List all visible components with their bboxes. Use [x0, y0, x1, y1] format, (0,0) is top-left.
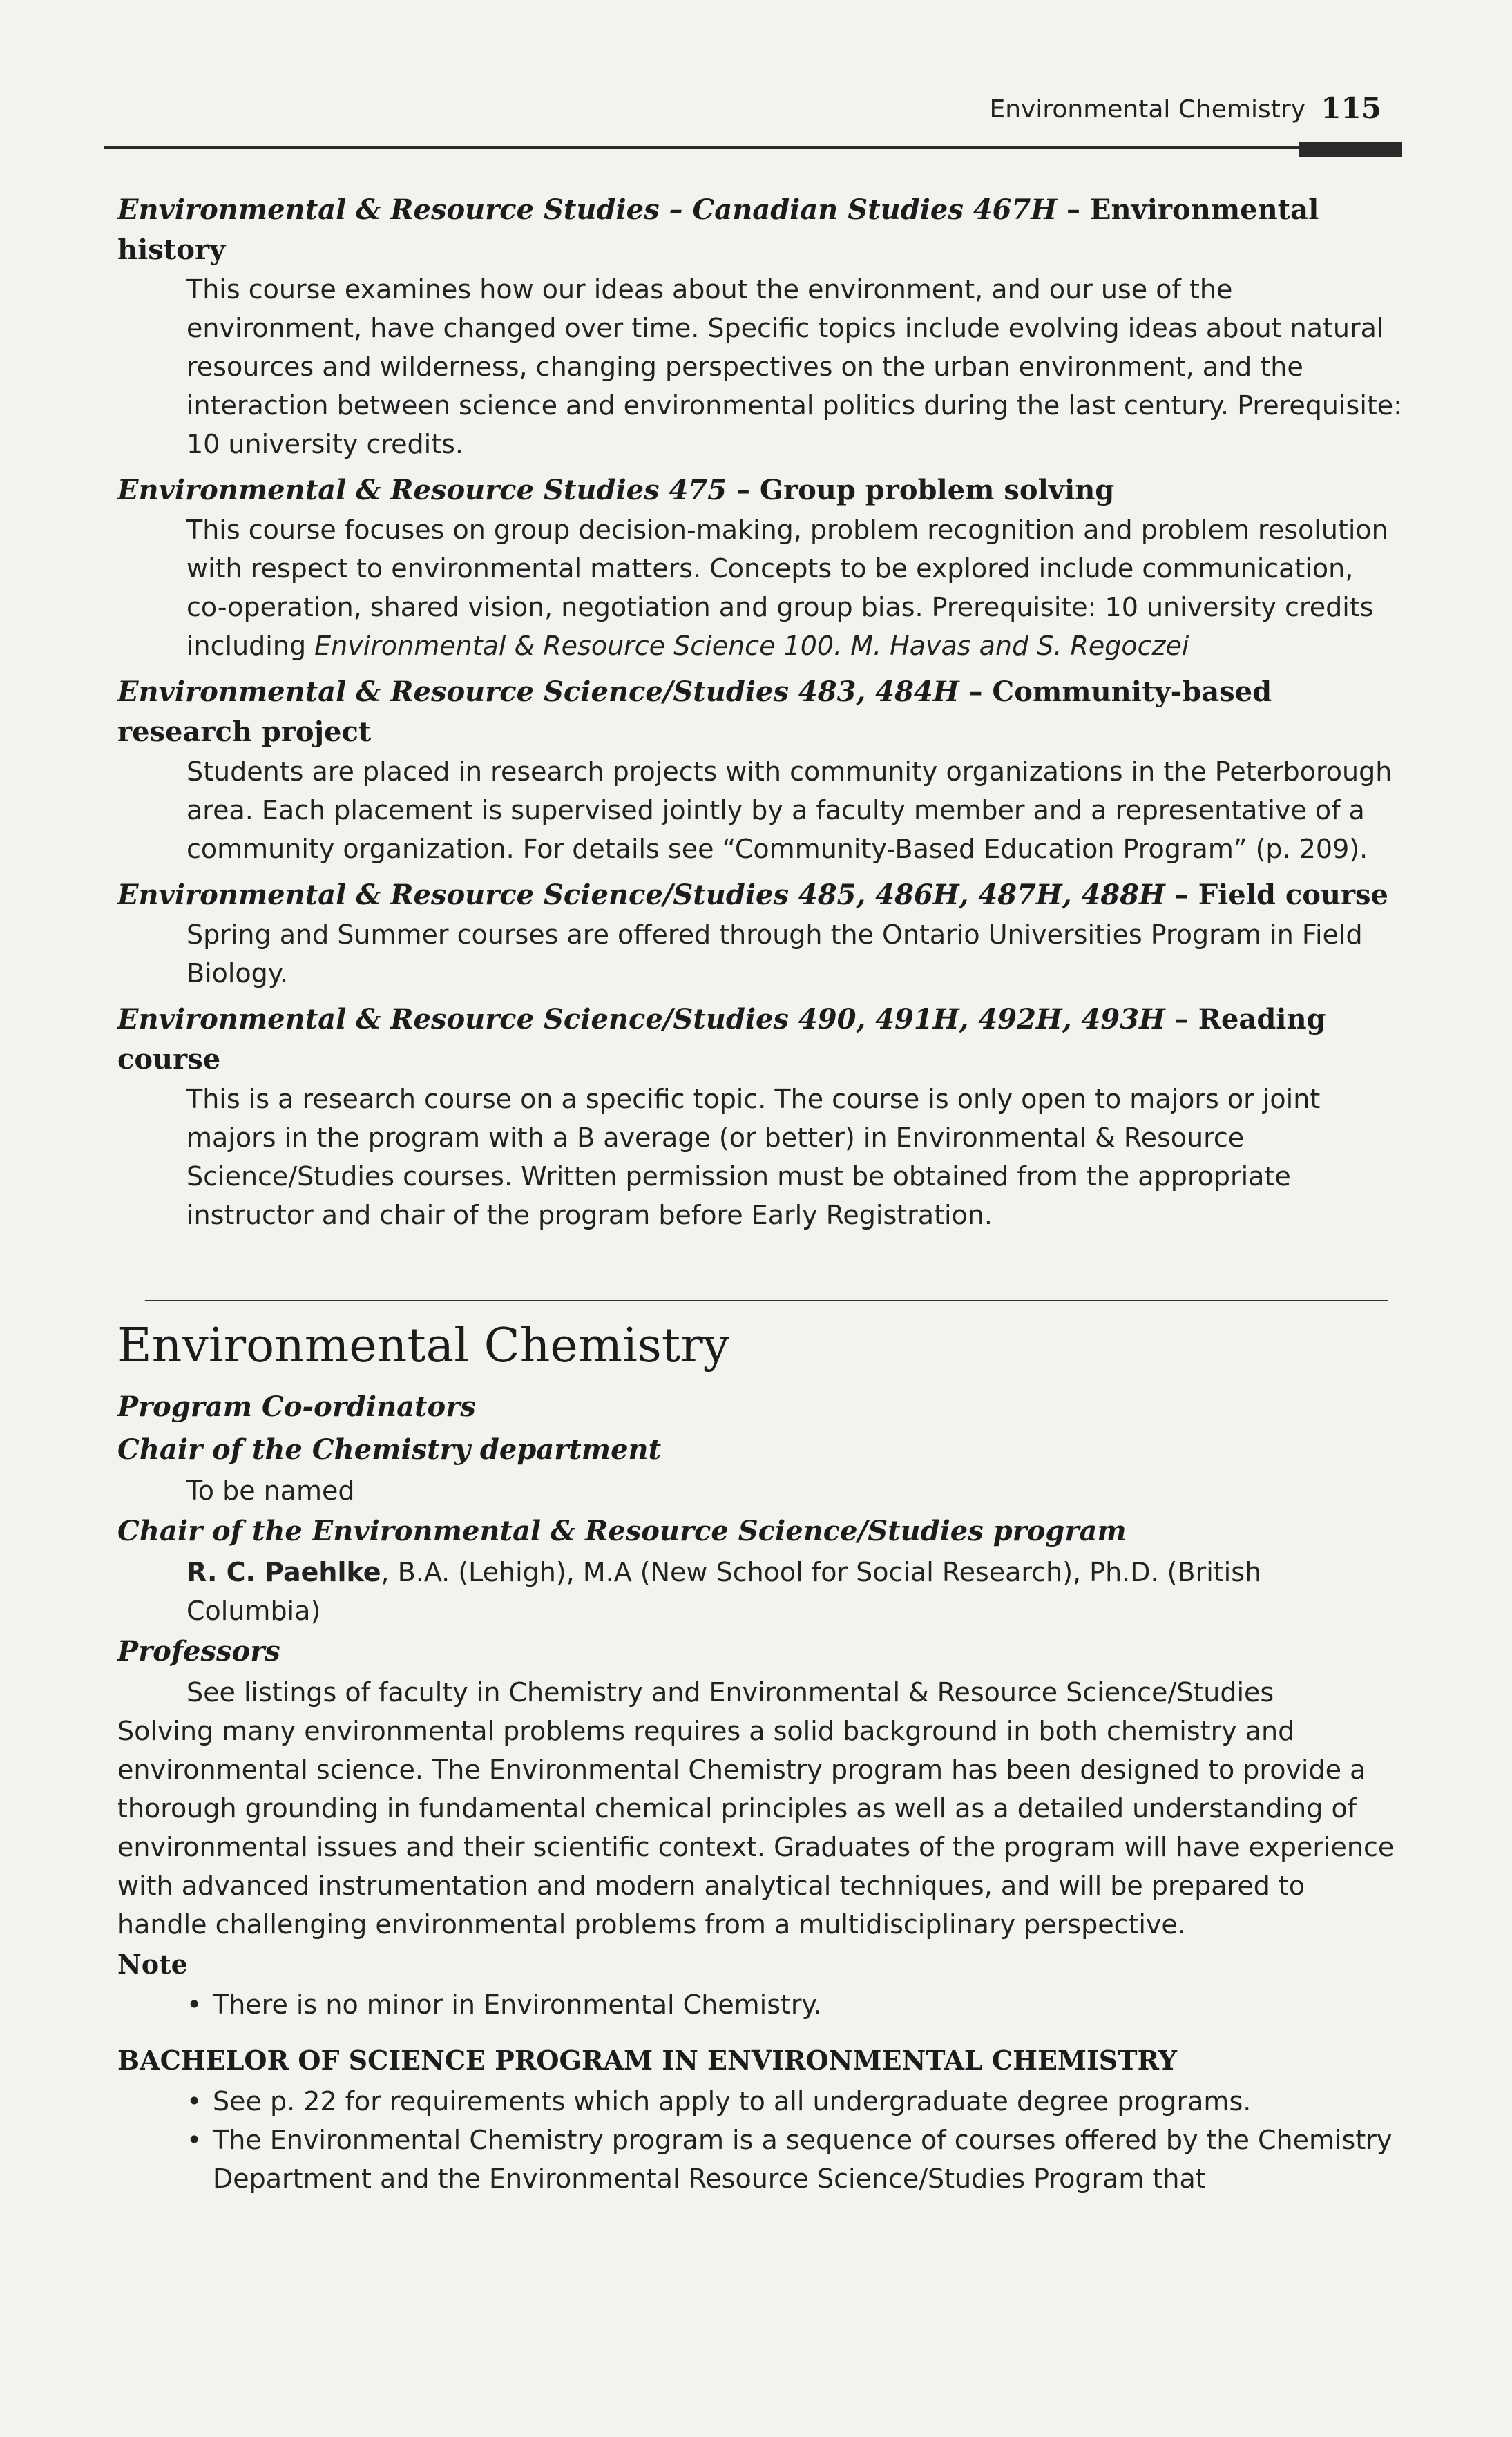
- course-name: Group problem solving: [759, 474, 1115, 506]
- course-name: Reading course: [117, 1003, 1326, 1076]
- course-description: Students are placed in research projects with community organizations in the Peterborough area. Each placement is supervised jointly by a faculty member and a representative of a community organization. For details see “Community-Based Education Program” (p. 209).: [186, 756, 1393, 864]
- course-description: [186, 510, 1402, 665]
- coordinators-heading: Program Co-ordinators: [117, 1390, 476, 1423]
- bullet-icon: •: [186, 2125, 202, 2155]
- course-description: Spring and Summer courses are offered through the Ontario Universities Program in Field Biology.: [186, 919, 1363, 988]
- course-title: Environmental & Resource Science/Studies 485, 486H, 487H, 488H – Field course: [117, 879, 1388, 911]
- chair-chemistry-value: To be named: [186, 1475, 355, 1506]
- thumb-tab: [1299, 142, 1402, 157]
- header-rule: [104, 146, 1402, 149]
- course-description-italic: Environmental & Resource Science 100. M. Havas and S. Regoczei: [314, 631, 1189, 661]
- course-code: Environmental & Resource Studies – Canadian Studies 467H: [117, 193, 1058, 226]
- note-item-text: There is no minor in Environmental Chemistry.: [213, 1989, 822, 2020]
- course-entry: [117, 470, 1402, 665]
- course-name: Field course: [1198, 879, 1388, 911]
- chair-ers-name: R. C. Paehlke: [186, 1557, 381, 1587]
- list-item: [186, 1985, 1402, 2024]
- course-code: Environmental & Resource Science/Studies 483, 484H: [117, 676, 959, 708]
- chair-ers-heading: Chair of the Environmental & Resource Science/Studies program: [117, 1515, 1127, 1547]
- list-item: [186, 2121, 1402, 2198]
- course-title: Environmental & Resource Science/Studies 483, 484H – Community-based research project: [117, 676, 1272, 748]
- course-entry: [117, 190, 1402, 463]
- bullet-icon: •: [186, 2086, 202, 2116]
- bsc-item-text: See p. 22 for requirements which apply to all undergraduate degree programs.: [213, 2086, 1252, 2116]
- course-title: Environmental & Resource Science/Studies 490, 491H, 492H, 493H – Reading course: [117, 1003, 1326, 1076]
- bsc-list: [117, 2082, 1402, 2198]
- course-entry: [117, 1000, 1402, 1234]
- course-description: This is a research course on a specific topic. The course is only open to majors or joint majors in the program with a B average (or better) in Environmental & Resource Science/Studies courses. Written permission must be obtained from the appropriate instructor and chair of the program before Early Registration.: [186, 1084, 1321, 1230]
- chair-ers-entry: [186, 1553, 1402, 1630]
- section-title: Environmental Chemistry: [117, 1319, 730, 1373]
- program-intro: Solving many environmental problems requires a solid background in both chemistry and environmental science. The Environmental Chemistry program has been designed to provide a thorough grounding in fundamental chemical principles as well as a detailed understanding of environmental issues and their scientific context. Graduates of the program will have experience with advanced instrumentation and modern analytical techniques, and will be prepared to handle challenging environmental problems from a multidisciplinary perspective.: [117, 1716, 1395, 1940]
- course-code: Environmental & Resource Science/Studies 485, 486H, 487H, 488H: [117, 879, 1165, 911]
- list-item: [186, 2082, 1402, 2121]
- course-entry: [117, 875, 1402, 993]
- bullet-icon: •: [186, 1989, 202, 2020]
- course-title: Environmental & Resource Studies – Canadian Studies 467H – Environmental history: [117, 193, 1319, 266]
- note-list: [117, 1985, 1402, 2024]
- course-entry: [117, 672, 1402, 868]
- course-name: Community-based research project: [117, 676, 1272, 748]
- page-header: [104, 90, 1402, 138]
- course-code: Environmental & Resource Studies 475: [117, 474, 727, 506]
- professors-text: See listings of faculty in Chemistry and Environmental & Resource Science/Studies: [186, 1677, 1274, 1708]
- running-title: Environmental Chemistry: [989, 95, 1305, 124]
- chair-ers-credentials: , B.A. (Lehigh), M.A (New School for Social Research), Ph.D. (British Columbia): [186, 1557, 1262, 1626]
- professors-heading: Professors: [117, 1635, 280, 1667]
- course-code: Environmental & Resource Science/Studies 490, 491H, 492H, 493H: [117, 1003, 1165, 1035]
- bsc-heading: BACHELOR OF SCIENCE PROGRAM IN ENVIRONMENTAL CHEMISTRY: [117, 2045, 1178, 2076]
- section-divider: [145, 1300, 1388, 1301]
- bsc-item-text: The Environmental Chemistry program is a sequence of courses offered by the Chemistry Department and the Environmental Resource Science/Studies Program that: [213, 2125, 1393, 2194]
- chair-chemistry-heading: Chair of the Chemistry department: [117, 1433, 662, 1466]
- page-content: [117, 190, 1402, 2198]
- course-title: Environmental & Resource Studies 475 – Group problem solving: [117, 474, 1115, 506]
- note-heading: Note: [117, 1949, 188, 1980]
- course-description: This course examines how our ideas about the environment, and our use of the environment, have changed over time. Specific topics include evolving ideas about natural resources and wilderness, changing perspectives on the urban environment, and the interaction between science and environmental politics during the last century. Prerequisite: 10 university credits.: [186, 274, 1402, 459]
- course-description-text: This course focuses on group decision-making, problem recognition and problem resolution with respect to environmental matters. Concepts to be explored include communication, co-operation, shared vision, negotiation and group bias. Prerequisite: 10 university credits including: [186, 515, 1388, 661]
- course-name: Environmental history: [117, 193, 1319, 266]
- page-number: 115: [1321, 91, 1381, 125]
